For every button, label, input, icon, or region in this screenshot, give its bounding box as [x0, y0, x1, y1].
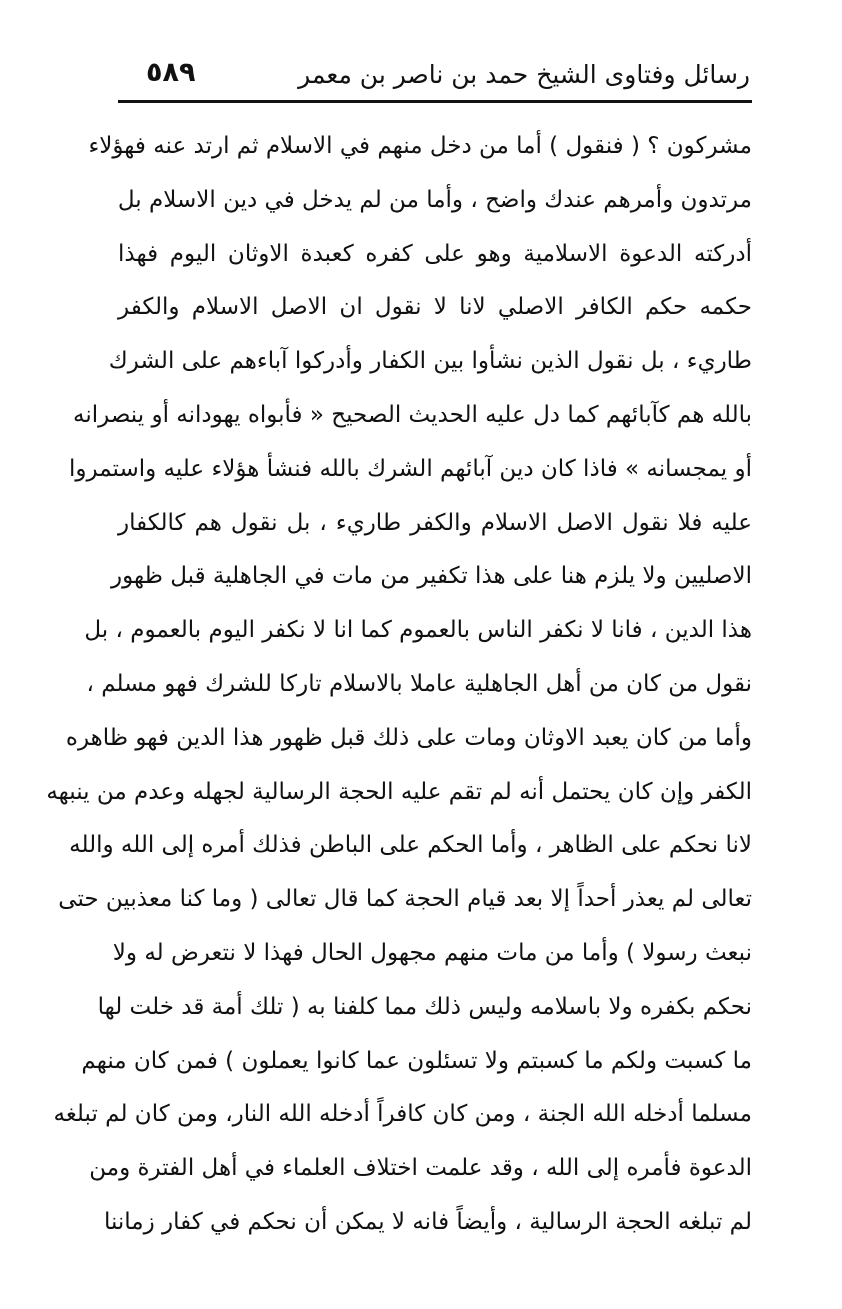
text-line: طاريء ، بل نقول الذين نشأوا بين الكفار وأدركوا آباءهم على الشرك — [108, 348, 752, 375]
text-line: هذا الدين ، فانا لا نكفر الناس بالعموم كما انا لا نكفر اليوم بالعموم ، بل — [84, 617, 752, 644]
text-line: لانا نحكم على الظاهر ، وأما الحكم على الباطن فذلك أمره إلى الله والله — [69, 832, 752, 859]
text-line: الدعوة فأمره إلى الله ، وقد علمت اختلاف العلماء في أهل الفترة ومن — [89, 1155, 752, 1182]
text-line: حكمه حكم الكافر الاصلي لانا لا نقول ان الاصل الاسلام والكفر — [118, 294, 752, 321]
body-text — [46, 120, 752, 1250]
text-line: الكفر وإن كان يحتمل أنه لم تقم عليه الحجة الرسالية لجهله وعدم من ينبهه — [46, 778, 752, 805]
text-line: تعالى لم يعذر أحداً إلا بعد قيام الحجة كما قال تعالى ( وما كنا معذبين حتى — [58, 886, 752, 913]
text-line: أدركته الدعوة الاسلامية وهو على كفره كعبدة الاوثان اليوم فهذا — [118, 240, 752, 267]
running-header — [118, 52, 752, 98]
text-line: مسلما أدخله الله الجنة ، ومن كان كافراً أدخله الله النار، ومن كان لم تبلغه — [53, 1101, 752, 1128]
header-rule — [118, 100, 752, 103]
page-number: ٥٨٩ — [146, 57, 196, 88]
text-line: ما كسبت ولكم ما كسبتم ولا تسئلون عما كانوا يعملون ) فمن كان منهم — [81, 1047, 752, 1074]
text-line: لم تبلغه الحجة الرسالية ، وأيضاً فانه لا يمكن أن نحكم في كفار زماننا — [103, 1208, 752, 1235]
text-line: بالله هم كآبائهم كما دل عليه الحديث الصحيح « فأبواه يهودانه أو ينصرانه — [73, 401, 752, 428]
text-line: عليه فلا نقول الاصل الاسلام والكفر طاريء ، بل نقول هم كالكفار — [118, 509, 752, 536]
text-line: الاصليين ولا يلزم هنا على هذا تكفير من مات في الجاهلية قبل ظهور — [111, 563, 752, 590]
text-line: مشركون ؟ ( فنقول ) أما من دخل منهم في الاسلام ثم ارتد عنه فهؤلاء — [88, 133, 752, 159]
header-title: رسائل وفتاوى الشيخ حمد بن ناصر بن معمر — [298, 60, 750, 89]
text-line: أو يمجسانه » فاذا كان دين آبائهم الشرك بالله فنشأ هؤلاء عليه واستمروا — [69, 455, 752, 482]
text-line: مرتدون وأمرهم عندك واضح ، وأما من لم يدخل في دين الاسلام بل — [117, 186, 752, 213]
text-line: نبعث رسولا ) وأما من مات منهم مجهول الحال فهذا لا نتعرض له ولا — [112, 939, 752, 966]
text-line: نحكم بكفره ولا باسلامه وليس ذلك مما كلفنا به ( تلك أمة قد خلت لها — [97, 993, 752, 1020]
text-line: وأما من كان يعبد الاوثان ومات على ذلك قبل ظهور هذا الدين فهو ظاهره — [65, 724, 752, 751]
text-line: نقول من كان من أهل الجاهلية عاملا بالاسلام تاركا للشرك فهو مسلم ، — [86, 670, 752, 697]
